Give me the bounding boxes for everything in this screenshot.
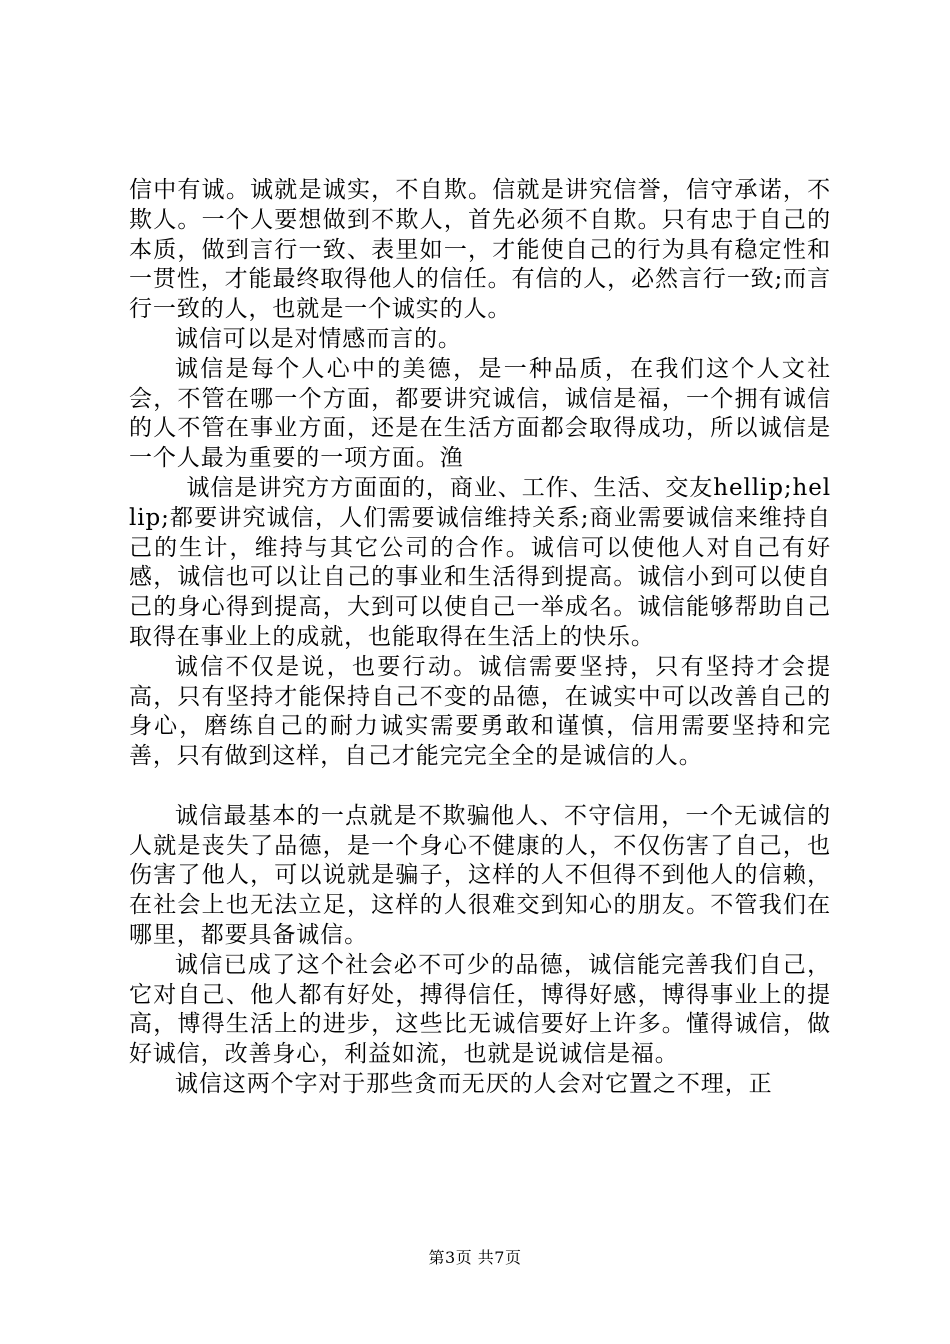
paragraph-5: 诚信不仅是说，也要行动。诚信需要坚持，只有坚持才会提高，只有坚持才能保持自己不变的品德，在诚实中可以改善自己的身心，磨练自己的耐力诚实需要勇敢和谨慎，信用需要坚持和完善，只有做到这样，自己才能完完全全的是诚信的人。 — [129, 653, 831, 770]
document-body — [129, 176, 831, 1100]
page-number-footer: 第3页 共7页 — [428, 1248, 522, 1267]
paragraph-4: 诚信是讲究方方面面的，商业、工作、生活、交友hellip;hellip;都要讲究诚信，人们需要诚信维持关系;商业需要诚信来维持自己的生计，维持与其它公司的合作。诚信可以使他人对自己有好感，诚信也可以让自己的事业和生活得到提高。诚信小到可以使自己的身心得到提高，大到可以使自己一举成名。诚信能够帮助自己取得在事业上的成就，也能取得在生活上的快乐。 — [129, 474, 831, 650]
paragraph-1: 信中有诚。诚就是诚实，不自欺。信就是讲究信誉，信守承诺，不欺人。一个人要想做到不欺人，首先必须不自欺。只有忠于自己的本质，做到言行一致、表里如一，才能使自己的行为具有稳定性和一贯性，才能最终取得他人的信任。有信的人，必然言行一致;而言行一致的人，也就是一个诚实的人。 — [129, 177, 831, 323]
paragraph-2: 诚信可以是对情感而言的。 — [175, 325, 462, 352]
paragraph-8: 诚信这两个字对于那些贪而无厌的人会对它置之不理，正 — [175, 1070, 773, 1097]
paragraph-6: 诚信最基本的一点就是不欺骗他人、不守信用，一个无诚信的人就是丧失了品德，是一个身心不健康的人，不仅伤害了自己，也伤害了他人，可以说就是骗子，这样的人不但得不到他人的信赖，在社会上也无法立足，这样的人很难交到知心的朋友。不管我们在哪里，都要具备诚信。 — [129, 802, 831, 948]
paragraph-7: 诚信已成了这个社会必不可少的品德，诚信能完善我们自己，它对自己、他人都有好处，搏得信任，博得好感，博得事业上的提高，博得生活上的进步，这些比无诚信要好上许多。懂得诚信，做好诚信，改善身心，利益如流，也就是说诚信是福。 — [129, 951, 831, 1068]
blank-line — [129, 772, 831, 802]
paragraph-3: 诚信是每个人心中的美德，是一种品质，在我们这个人文社会，不管在哪一个方面，都要讲究诚信，诚信是福，一个拥有诚信的人不管在事业方面，还是在生活方面都会取得成功，所以诚信是一个人最为重要的一项方面。渔 — [129, 355, 831, 472]
